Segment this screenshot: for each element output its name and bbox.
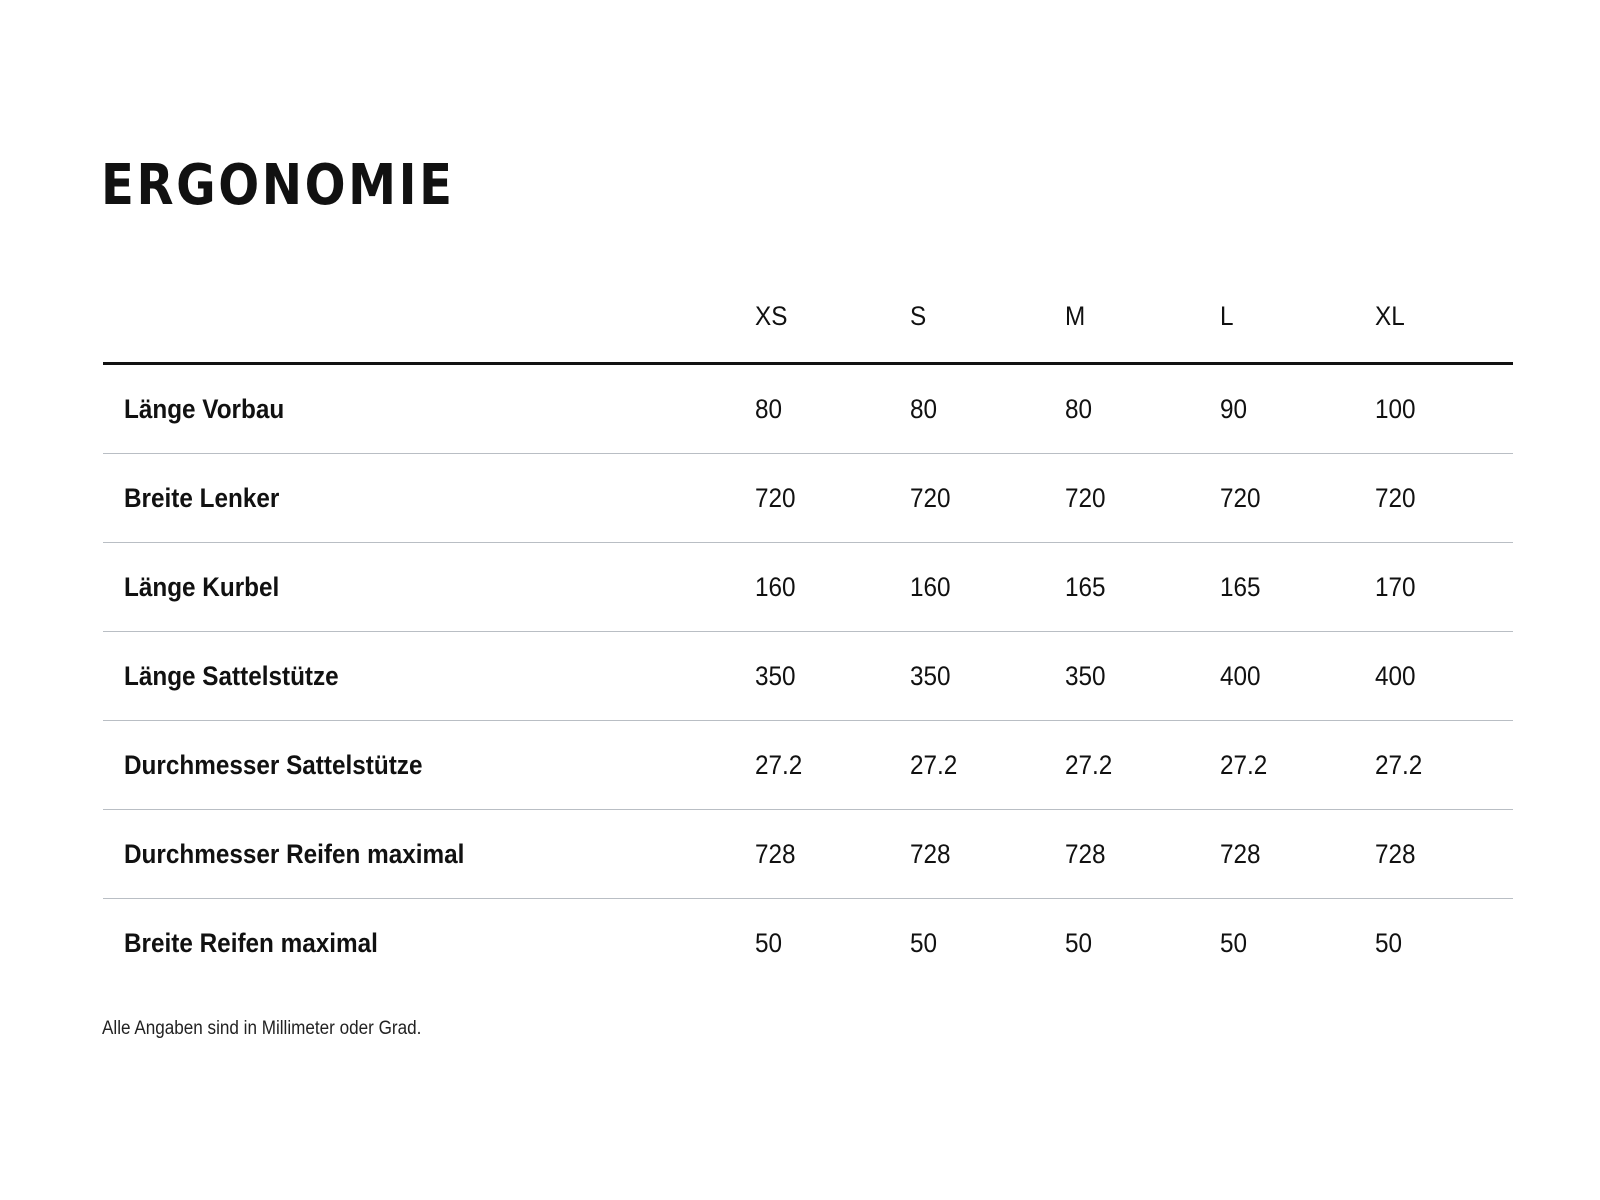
table-cell: 80 xyxy=(910,364,1065,454)
table-cell: 728 xyxy=(1375,810,1513,899)
table-cell: 27.2 xyxy=(755,721,910,810)
table-cell: 720 xyxy=(755,454,910,543)
header-cell-size-s: S xyxy=(910,270,1065,364)
table-cell: 50 xyxy=(1220,927,1248,958)
table-cell: 160 xyxy=(910,543,1065,632)
table-row xyxy=(103,721,1513,810)
table-row xyxy=(103,632,1513,721)
table-cell: 728 xyxy=(1065,810,1220,899)
table-cell: 27.2 xyxy=(1065,721,1220,810)
table-cell: 720 xyxy=(1220,454,1375,543)
table-header xyxy=(103,270,1513,364)
table-cell: 720 xyxy=(910,454,1065,543)
table-row xyxy=(103,810,1513,899)
row-label: Durchmesser Sattelstütze xyxy=(103,721,755,810)
table-cell: 720 xyxy=(1375,454,1513,543)
table-cell: 165 xyxy=(1065,543,1220,632)
table-cell: 160 xyxy=(755,543,910,632)
row-label: Länge Kurbel xyxy=(103,543,755,632)
row-label: Durchmesser Reifen maximal xyxy=(103,810,755,899)
table-body xyxy=(103,364,1513,988)
row-label: Breite Reifen maximal xyxy=(124,927,378,958)
row-label: Breite Lenker xyxy=(103,454,755,543)
table-cell: 27.2 xyxy=(910,721,1065,810)
table-row xyxy=(103,543,1513,632)
table-cell: 90 xyxy=(1220,364,1375,454)
table-cell: 100 xyxy=(1375,364,1513,454)
table-cell: 27.2 xyxy=(1220,721,1375,810)
table-cell: 720 xyxy=(1065,454,1220,543)
table-cell: 170 xyxy=(1375,543,1513,632)
table-cell: 400 xyxy=(1220,632,1375,721)
table-cell: 27.2 xyxy=(1375,721,1513,810)
table-row xyxy=(103,364,1513,454)
header-row xyxy=(103,270,1513,364)
table-cell: 728 xyxy=(755,810,910,899)
table-cell: 350 xyxy=(755,632,910,721)
table-cell: 728 xyxy=(1220,810,1375,899)
table-cell: 50 xyxy=(1065,927,1093,958)
table-cell: 50 xyxy=(755,927,783,958)
footnote: Alle Angaben sind in Millimeter oder Grad. xyxy=(102,1018,422,1039)
table-cell: 80 xyxy=(755,364,910,454)
page-title: ERGONOMIE xyxy=(101,153,455,218)
table-row xyxy=(103,454,1513,543)
header-cell-size-m: M xyxy=(1065,270,1220,364)
table-cell: 80 xyxy=(1065,364,1220,454)
table-cell: 165 xyxy=(1220,543,1375,632)
table-cell: 400 xyxy=(1375,632,1513,721)
table-cell: 50 xyxy=(1375,927,1403,958)
row-label: Länge Sattelstütze xyxy=(103,632,755,721)
table-cell: 728 xyxy=(910,810,1065,899)
table-cell: 350 xyxy=(1065,632,1220,721)
ergonomics-table xyxy=(103,270,1513,987)
table-cell: 350 xyxy=(910,632,1065,721)
ergonomics-table-container xyxy=(103,270,1513,987)
header-cell-size-xs: XS xyxy=(755,270,910,364)
header-cell-label xyxy=(103,270,755,364)
row-label: Länge Vorbau xyxy=(103,364,755,454)
header-cell-size-xl: XL xyxy=(1375,270,1513,364)
header-cell-size-l: L xyxy=(1220,270,1375,364)
table-row xyxy=(103,899,1513,988)
table-cell: 50 xyxy=(910,927,938,958)
